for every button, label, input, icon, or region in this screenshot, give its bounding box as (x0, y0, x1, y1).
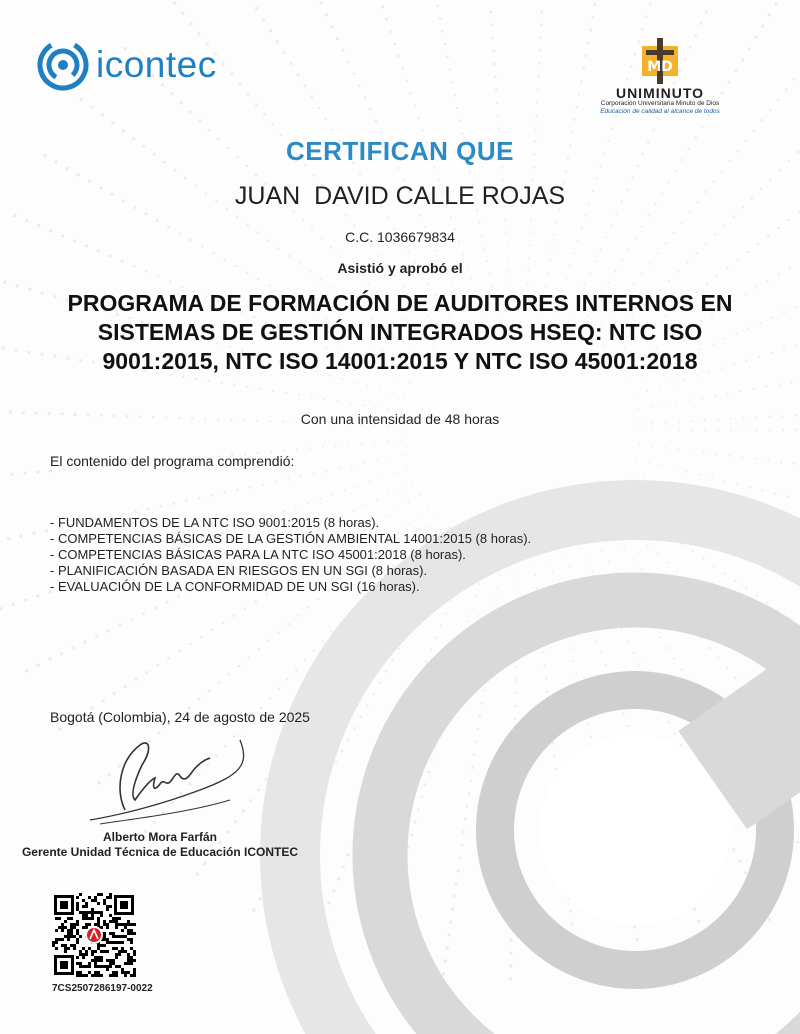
certificate-heading: CERTIFICAN QUE (286, 136, 514, 166)
uniminuto-logo (590, 38, 730, 118)
signer-name: Alberto Mora Farfán (102, 830, 217, 844)
module-item: - EVALUACIÓN DE LA CONFORMIDAD DE UN SGI (16 horas). (50, 579, 420, 594)
verification-code: 7CS2507286197-0022 (52, 983, 153, 994)
uniminuto-slogan: Educación de calidad al alcance de todos (600, 108, 720, 115)
recipient-name: JUAN DAVID CALLE ROJAS (234, 182, 566, 210)
program-title: PROGRAMA DE FORMACIÓN DE AUDITORES INTERNOS EN SISTEMAS DE GESTIÓN INTEGRADOS HSEQ: NTC ISO 9001:2015, NTC ISO 14001:2015 Y NTC ISO 45001:2018 (67, 290, 733, 374)
module-item: - FUNDAMENTOS DE LA NTC ISO 9001:2015 (8 horas). (50, 515, 380, 530)
icontec-wordmark: icontec (96, 44, 217, 85)
place-and-date: Bogotá (Colombia), 24 de agosto de 2025 (50, 709, 310, 725)
uniminuto-subtitle: Corporación Universitaria Minuto de Dios (600, 100, 720, 107)
module-item: - COMPETENCIAS BÁSICAS DE LA GESTIÓN AMBIENTAL 14001:2015 (8 horas). (50, 531, 532, 546)
recipient-id-number: C.C. 1036679834 (345, 229, 455, 245)
icontec-logo (36, 36, 236, 94)
course-intensity: Con una intensidad de 48 horas (300, 411, 500, 427)
content-intro: El contenido del programa comprendió: (50, 453, 295, 469)
handwritten-signature (80, 720, 280, 830)
module-list (50, 515, 531, 595)
uniminuto-name: UNIMINUTO (615, 85, 705, 101)
svg-text:MD: MD (647, 59, 673, 75)
attended-text: Asistió y aprobó el (337, 260, 463, 276)
verification-qr-code[interactable] (52, 893, 136, 977)
icontec-rings-icon (36, 38, 90, 92)
module-item: - COMPETENCIAS BÁSICAS PARA LA NTC ISO 45001:2018 (8 horas). (50, 547, 466, 562)
signer-title: Gerente Unidad Técnica de Educación ICONTEC (21, 845, 299, 859)
uniminuto-monogram-icon (636, 38, 684, 84)
signer-block (10, 830, 310, 860)
module-item: - PLANIFICACIÓN BASADA EN RIESGOS EN UN SGI (8 horas). (50, 563, 428, 578)
